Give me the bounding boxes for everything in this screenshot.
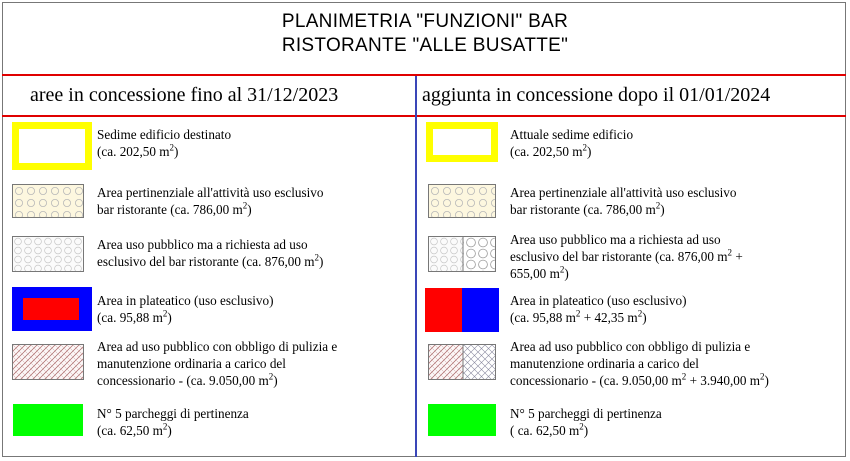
swatch-parking — [428, 404, 496, 436]
legend-text: Area ad uso pubblico con obbligo di pulizia e manutenzione ordinaria a carico del concessionario - (ca. 9.050,00 $m^2 + 3.940,00$ $m^2$) — [510, 339, 769, 388]
swatch-parking — [13, 404, 83, 436]
legend-text: Attuale sedime edificio (ca. 202,50 $m^2$) — [510, 127, 634, 159]
legend-text: Area uso pubblico ma a richiesta ad uso esclusivo del bar ristorante (ca. 876,00 $m^2$) — [97, 237, 324, 269]
swatch-public-use-area — [12, 236, 84, 272]
swatch-cleaning-area — [428, 344, 496, 380]
divider-header — [2, 115, 846, 117]
swatch-building-footprint — [426, 122, 498, 162]
legend-text: Area ad uso pubblico con obbligo di pulizia e manutenzione ordinaria a carico del concessionario - (ca. 9.050,00 $m^2$) — [97, 339, 338, 388]
legend-text: Area pertinenziale all'attività uso esclusivo bar ristorante (ca. 786,00 $m^2$) — [510, 185, 737, 217]
legend-text: Sedime edificio destinato (ca. 202,50 $m^2$) — [97, 127, 232, 159]
right-column-header: aggiunta in concessione dopo il 01/01/2024 — [422, 84, 771, 106]
left-column-header: aree in concessione fino al 31/12/2023 — [30, 84, 339, 106]
swatch-pertinent-area — [428, 184, 496, 218]
divider-top — [2, 74, 846, 76]
swatch-cleaning-area — [12, 344, 84, 380]
divider-center — [415, 76, 417, 457]
legend-text: N° 5 parcheggi di pertinenza (ca. 62,50 $m^2$) — [97, 406, 249, 438]
legend-text: N° 5 parcheggi di pertinenza ( ca. 62,50 $m^2$) — [510, 406, 662, 438]
swatch-building-footprint — [12, 122, 92, 170]
legend-text: Area in plateatico (uso esclusivo) (ca. 95,88 $m^2$) — [97, 293, 274, 325]
legend-text: Area pertinenziale all'attività uso esclusivo bar ristorante (ca. 786,00 $m^2$) — [97, 185, 324, 217]
swatch-public-use-area — [428, 236, 496, 272]
swatch-plateatico — [425, 288, 499, 332]
swatch-pertinent-area — [12, 184, 84, 218]
swatch-plateatico — [12, 287, 92, 331]
legend-text: Area uso pubblico ma a richiesta ad uso esclusivo del bar ristorante (ca. 876,00 $m^2$ + 655,00 $m^2$) — [510, 232, 743, 281]
legend-text: Area in plateatico (uso esclusivo) (ca. 95,88 $m^2 + 42,35$ $m^2$) — [510, 293, 687, 325]
page-title: PLANIMETRIA "FUNZIONI" BAR RISTORANTE "ALLE BUSATTE" — [281, 11, 569, 56]
